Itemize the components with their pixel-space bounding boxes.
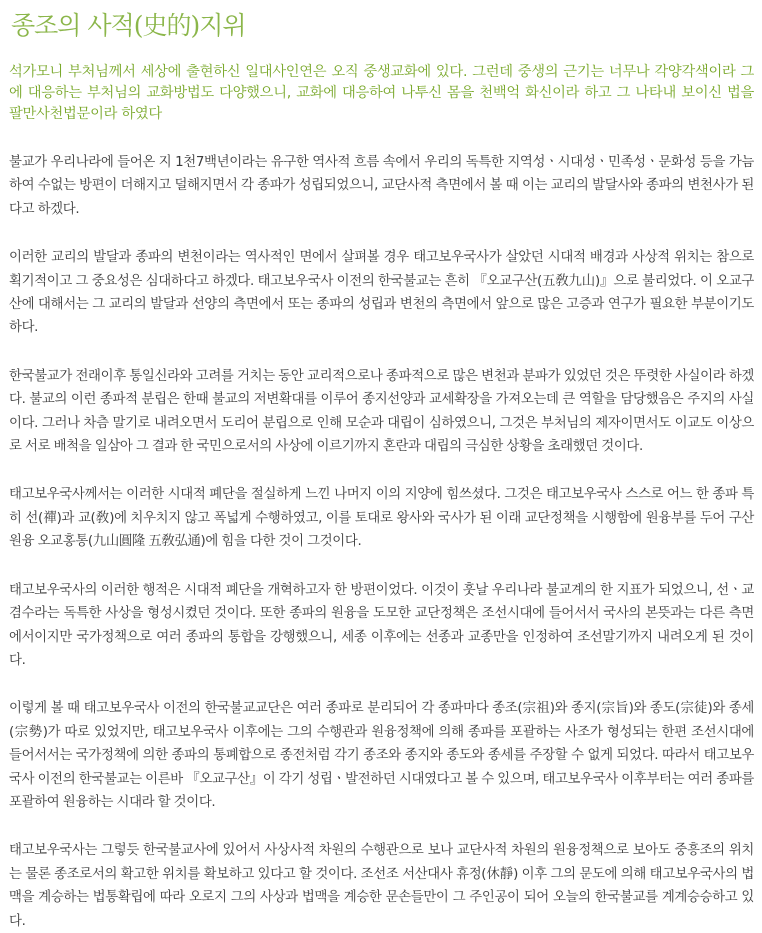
body-paragraph: 이러한 교리의 발달과 종파의 변천이라는 역사적인 면에서 살펴볼 경우 태고보우국사가 살았던 시대적 배경과 사상적 위치는 참으로 획기적이고 그 중요성은 심대하다고 하겠다. 태고보우국사 이전의 한국불교는 흔히 『오교구산(五敎九山)』으로 불리었다. 이 오교구산에 대해서는 그 교리의 발달과 선양의 측면에서 또는 종파의 성립과 변천의 측면에서 앞으로 많은 고증과 연구가 필요한 부분이기도 하다. [9,250,754,336]
body-paragraph: 태고보우국사께서는 이러한 시대적 폐단을 절실하게 느낀 나머지 이의 지양에 힘쓰셨다. 그것은 태고보우국사 스스로 어느 한 종파 특히 선(禪)과 교(敎)에 치우치지 않고 폭넓게 수행하였고, 이를 토대로 왕사와 국사가 된 이래 교단정책을 시행함에 원융부를 두어 구산원융 오교홍통(九山圓隆 五敎弘通)에 힘을 다한 것이 그것이다. [9,487,754,550]
intro-quote: 석가모니 부처님께서 세상에 출현하신 일대사인연은 오직 중생교화에 있다. 그런데 중생의 근기는 너무나 각양각색이라 그에 대응하는 부처님의 교화방법도 다양했으니, 교화에 대응하여 나투신 몸을 천백억 화신이라 하고 그 나타내 보이신 법을 팔만사천법문이라 하였다 [9,64,754,122]
body-paragraph: 태고보우국사의 이러한 행적은 시대적 폐단을 개혁하고자 한 방편이었다. 이것이 훗날 우리나라 불교계의 한 지표가 되었으니, 선ㆍ교 겸수라는 독특한 사상을 형성시켰던 것이다. 또한 종파의 원융을 도모한 교단정책은 조선시대에 들어서서 국사의 본뜻과는 다른 측면에서이지만 국가정책으로 여러 종파의 통합을 강행했으니, 세종 이후에는 선종과 교종만을 인정하여 조선말기까지 내려오게 된 것이다. [9,582,754,668]
page-title: 종조의 사적(史的)지위 [11,11,246,40]
body-paragraph: 불교가 우리나라에 들어온 지 1천7백년이라는 유구한 역사적 흐름 속에서 우리의 독특한 지역성ㆍ시대성ㆍ민족성ㆍ문화성 등을 가늠하여 수없는 방편이 더해지고 덜해지면서 각 종파가 성립되었으니, 교단사적 측면에서 볼 때 이는 교리의 발달사와 종파의 변천사가 된다고 하겠다. [9,155,754,217]
body-paragraph: 이렇게 볼 때 태고보우국사 이전의 한국불교교단은 여러 종파로 분리되어 각 종파마다 종조(宗祖)와 종지(宗旨)와 종도(宗徒)와 종세(宗勢)가 따로 있었지만, 태고보우국사 이후에는 그의 수행관과 원융정책에 의해 종파를 포괄하는 사조가 형성되는 한편 조선시대에 들어서서는 국가정책에 의한 종파의 통폐합으로 종전처럼 각기 종조와 종지와 종도와 종세를 주장할 수 없게 되었다. 따라서 태고보우국사 이전의 한국불교는 이른바 『오교구산』이 각기 성립ㆍ발전하던 시대였다고 볼 수 있으며, 태고보우국사 이후부터는 여러 종파를 포괄하여 원융하는 시대라 할 것이다. [9,701,754,810]
body-paragraph: 한국불교가 전래이후 통일신라와 고려를 거치는 동안 교리적으로나 종파적으로 많은 변천과 분파가 있었던 것은 뚜렷한 사실이라 하겠다. 불교의 이런 종파적 분립은 한때 불교의 저변확대를 이루어 종지선양과 교세확장을 가져오는데 큰 역할을 담당했음은 주지의 사실이다. 그러나 차츰 말기로 내려오면서 도리어 분립으로 인해 모순과 대립이 심하였으니, 그것은 부처님의 제자이면서도 이교도 이상으로 서로 배척을 일삼아 그 결과 한 국민으로서의 사상에 이르기까지 혼란과 대립의 극심한 상황을 초래했던 것이다. [9,368,754,455]
body-paragraph: 태고보우국사는 그렇듯 한국불교사에 있어서 사상사적 차원의 수행관으로 보나 교단사적 차원의 원융정책으로 보아도 중흥조의 위치는 물론 종조로서의 확고한 위치를 확보하고 있다고 할 것이다. 조선조 서산대사 휴정(休靜) 이후 그의 문도에 의해 태고보우국사의 법맥을 계승하는 법통확립에 따라 오로지 그의 사상과 법맥을 계승한 문손들만이 그 주인공이 되어 오늘의 한국불교를 계계승승하고 있다. [9,843,754,929]
